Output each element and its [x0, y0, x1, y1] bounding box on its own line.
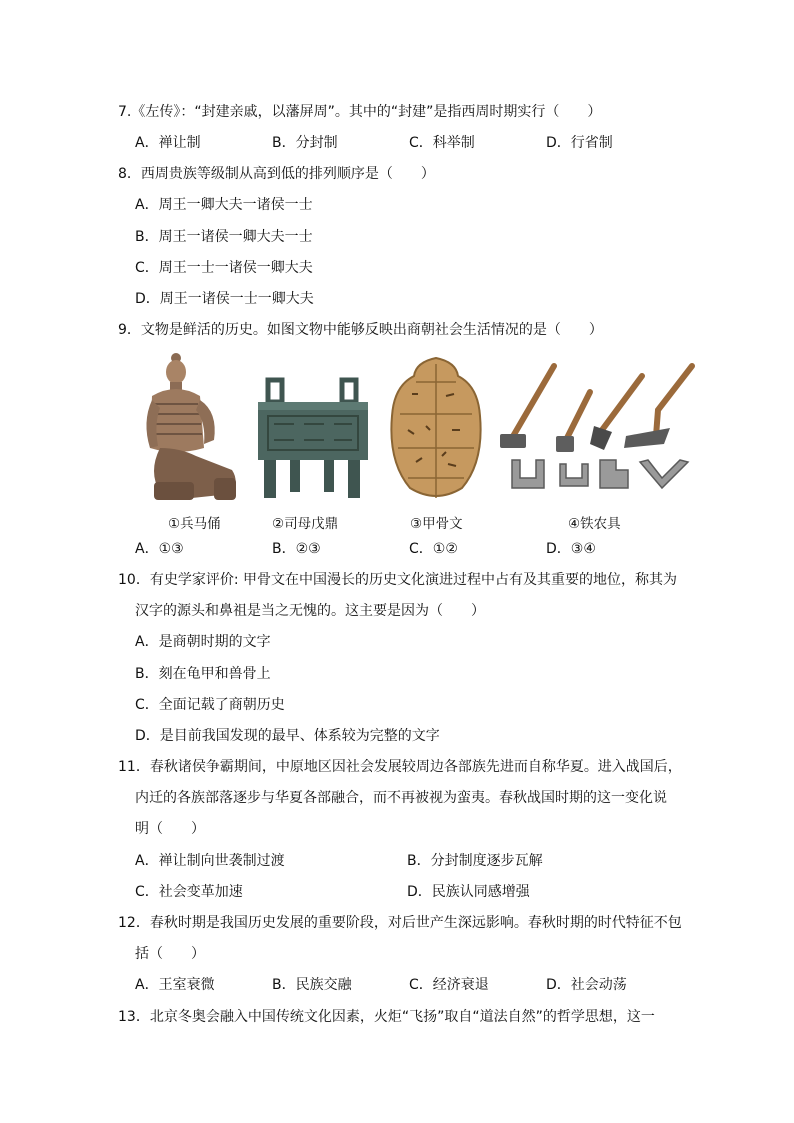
question-11-options-row-2 [135, 882, 679, 902]
figure-4-caption: ④铁农具 [568, 516, 621, 532]
option-c: C．全面记载了商朝历史 [135, 697, 285, 713]
option-d: D．行省制 [546, 135, 613, 151]
option-d: D．民族认同感增强 [407, 884, 530, 900]
question-10-stem-line-1: 10．有史学家评价: 甲骨文在中国漫长的历史文化演进过程中占有及其重要的地位，称其为 [118, 572, 677, 588]
option-a: A．禅让制 [135, 135, 201, 151]
question-8-stem: 8．西周贵族等级制从高到低的排列顺序是（ ） [118, 166, 435, 182]
option-d: D．是目前我国发现的最早、体系较为完整的文字 [135, 728, 440, 744]
figure-3-caption: ③甲骨文 [410, 516, 463, 532]
question-13-stem: 13．北京冬奥会融入中国传统文化因素，火炬“飞扬”取自“道法自然”的哲学思想，这一 [118, 1009, 655, 1025]
question-7-stem: 7.《左传》：“封建亲戚，以藩屏周”。其中的“封建”是指西周时期实行（ ） [118, 104, 602, 120]
question-12-options [135, 975, 683, 995]
option-c: C．社会变革加速 [135, 884, 243, 900]
option-d: D．③④ [546, 541, 596, 557]
question-12-stem-line-2: 括（ ） [135, 946, 205, 962]
option-b: B．②③ [272, 541, 321, 557]
question-9-stem: 9．文物是鲜活的历史。如图文物中能够反映出商朝社会生活情况的是（ ） [118, 322, 603, 338]
option-b: B．分封制度逐步瓦解 [407, 853, 543, 869]
question-7-options [135, 133, 683, 153]
oracle-bone-icon [386, 352, 486, 504]
option-b: B．刻在龟甲和兽骨上 [135, 666, 271, 682]
option-a: A．禅让制向世袭制过渡 [135, 853, 285, 869]
figure-2-caption: ②司母戊鼎 [272, 516, 339, 532]
question-11-stem-line-1: 11．春秋诸侯争霸期间，中原地区因社会发展较周边各部族先进而自称华夏。进入战国后， [118, 759, 682, 775]
question-12-stem-line-1: 12．春秋时期是我国历史发展的重要阶段，对后世产生深远影响。春秋时期的时代特征不包 [118, 915, 682, 931]
option-a: A．是商朝时期的文字 [135, 634, 271, 650]
option-c: C．经济衰退 [409, 977, 489, 993]
option-a: A．周王一卿大夫一诸侯一士 [135, 197, 313, 213]
option-b: B．分封制 [272, 135, 338, 151]
option-c: C．①② [409, 541, 458, 557]
question-11-stem-line-3: 明（ ） [135, 821, 205, 837]
option-a: A．①③ [135, 541, 184, 557]
question-11-options-row-1 [135, 851, 679, 871]
option-d: D．周王一诸侯一士一卿大夫 [135, 291, 314, 307]
option-b: B．周王一诸侯一卿大夫一士 [135, 229, 313, 245]
option-b: B．民族交融 [272, 977, 352, 993]
terracotta-warrior-icon [140, 352, 240, 504]
option-d: D．社会动荡 [546, 977, 627, 993]
option-c: C．周王一士一诸侯一卿大夫 [135, 260, 313, 276]
question-9-options [135, 539, 683, 559]
bronze-ding-icon [254, 352, 372, 504]
question-10-stem-line-2: 汉字的源头和鼻祖是当之无愧的。这主要是因为（ ） [135, 603, 485, 619]
option-a: A．王室衰微 [135, 977, 215, 993]
option-c: C．科举制 [409, 135, 475, 151]
iron-tools-icon [494, 352, 696, 504]
question-11-stem-line-2: 内迁的各族部落逐步与华夏各部融合，而不再被视为蛮夷。春秋战国时期的这一变化说 [135, 790, 667, 806]
figure-1-caption: ①兵马俑 [168, 516, 221, 532]
